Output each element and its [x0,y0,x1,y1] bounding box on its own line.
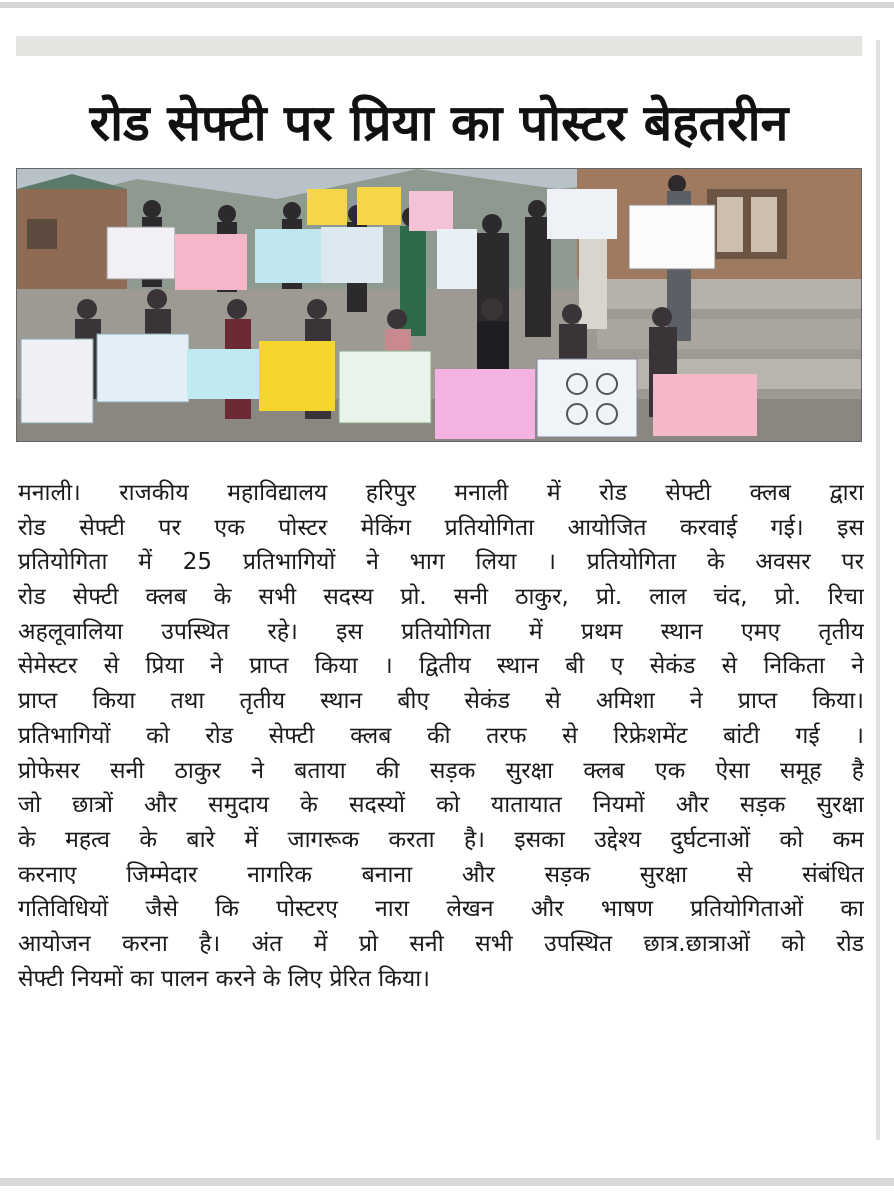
headline: रोड सेफ्टी पर प्रिया का पोस्टर बेहतरीन [89,94,789,152]
bottom-border [0,1178,894,1186]
article-body [18,476,864,996]
article-line: करनाए जिम्मेदार नागरिक बनाना और सड़क सुरक्षा से संबंधित [18,861,864,888]
page-header-strip [16,36,862,56]
article-line: आयोजन करना है। अंत में प्रो सनी सभी उपस्थित छात्र.छात्राओं को रोड [18,930,864,957]
news-photo [16,168,862,442]
article-line: गतिविधियों जैसे कि पोस्टरए नारा लेखन और भाषण प्रतियोगिताओं का [18,896,864,923]
article-line: सेफ्टी नियमों का पालन करने के लिए प्रेरित किया। [18,965,430,992]
article-line: सेमेस्टर से प्रिया ने प्राप्त किया । द्वितीय स्थान बी ए सेकंड से निकिता ने [18,653,864,680]
article-line: के महत्व के बारे में जागरूक करता है। इसका उद्देश्य दुर्घटनाओं को कम [18,826,864,853]
top-border [0,2,894,8]
article-line: प्रोफेसर सनी ठाकुर ने बताया की सड़क सुरक्षा क्लब एक ऐसा समूह है [18,757,864,784]
article-line: रोड सेफ्टी पर एक पोस्टर मेकिंग प्रतियोगिता आयोजित करवाई गई। इस [18,514,864,541]
article-line: अहलूवालिया उपस्थित रहे। इस प्रतियोगिता में प्रथम स्थान एमए तृतीय [18,618,864,645]
article-line: प्राप्त किया तथा तृतीय स्थान बीए सेकंड से अमिशा ने प्राप्त किया। [18,688,864,715]
group-photo-icon [17,169,861,441]
article-line: रोड सेफ्टी क्लब के सभी सदस्य प्रो. सनी ठाकुर, प्रो. लाल चंद, प्रो. रिचा [18,584,864,611]
article-line: प्रतियोगिता में 25 प्रतिभागियों ने भाग लिया । प्रतियोगिता के अवसर पर [18,549,864,576]
article-line: मनाली। राजकीय महाविद्यालय हरिपुर मनाली में रोड सेफ्टी क्लब द्वारा [18,480,864,506]
article-line: जो छात्रों और समुदाय के सदस्यों को यातायात नियमों और सड़क सुरक्षा [18,792,864,819]
column-divider [876,40,880,1140]
article-line: प्रतिभागियों को रोड सेफ्टी क्लब की तरफ से रिफ्रेशमेंट बांटी गई । [18,722,864,749]
